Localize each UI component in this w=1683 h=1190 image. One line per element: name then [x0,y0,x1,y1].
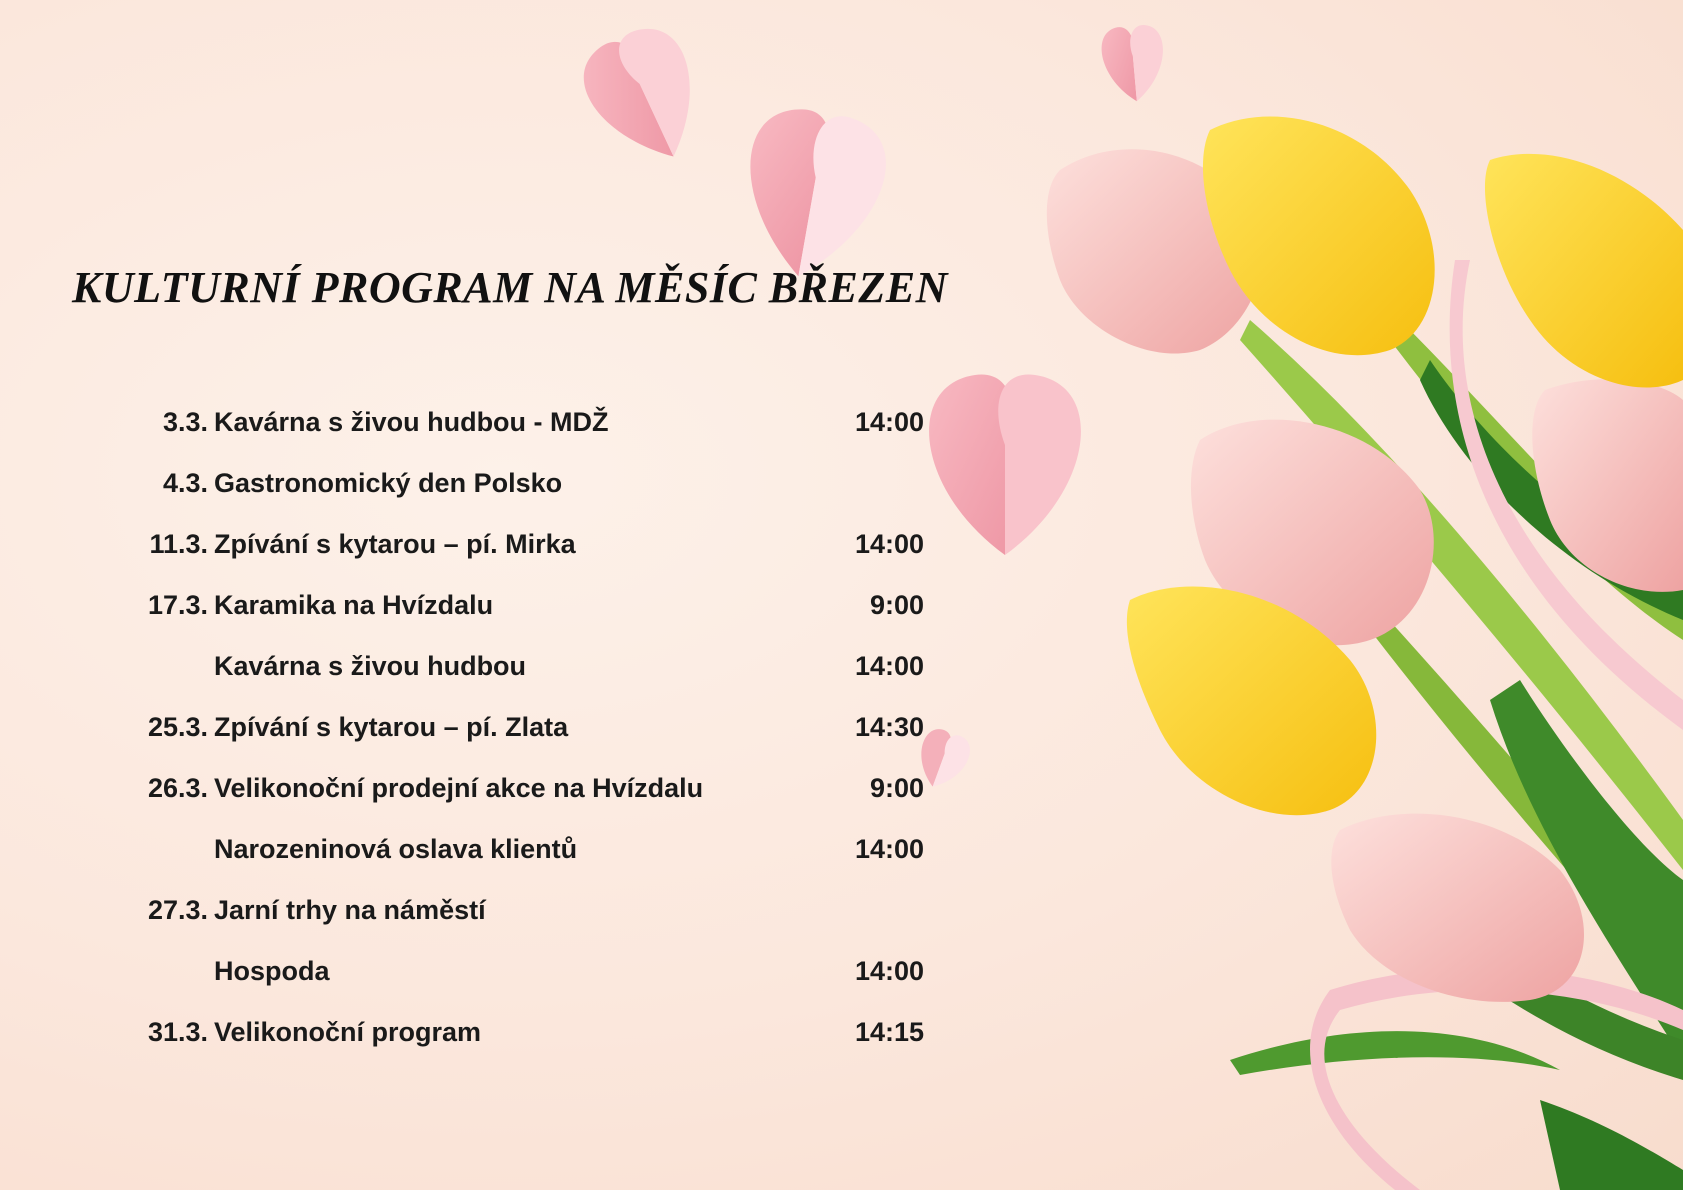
schedule-time: 9:00 [869,773,924,803]
schedule-time: 14:00 [854,956,924,986]
schedule-row [0,406,960,467]
schedule-event: Zpívání s kytarou – pí. Zlata [214,712,569,742]
schedule-time: 14:15 [854,1017,924,1047]
schedule-date: 4.3. [162,468,208,498]
schedule-date: 25.3. [147,712,208,742]
schedule-time: 14:00 [854,407,924,437]
schedule-event: Kavárna s živou hudbou [214,651,527,681]
schedule-event: Gastronomický den Polsko [214,468,563,498]
schedule-row [0,955,960,1016]
schedule-event: Jarní trhy na náměstí [214,895,486,925]
schedule-list [0,406,960,1077]
paper-heart-icon [1100,23,1168,103]
schedule-time: 14:00 [854,529,924,559]
schedule-event: Hospoda [214,956,330,986]
schedule-event: Narozeninová oslava klientů [214,834,578,864]
paper-heart-icon [732,102,894,288]
schedule-date: 11.3. [149,529,208,559]
schedule-time: 9:00 [869,590,924,620]
schedule-event: Velikonoční prodejní akce na Hvízdalu [214,773,704,803]
paper-heart-icon [571,16,720,178]
schedule-row [0,467,960,528]
schedule-row [0,1016,960,1077]
tulip-bouquet-icon [1047,117,1683,1190]
schedule-row [0,772,960,833]
schedule-date: 3.3. [162,407,208,437]
schedule-date: 17.3. [147,590,208,620]
schedule-date: 31.3. [147,1017,208,1047]
schedule-date: 27.3. [147,895,208,925]
schedule-row [0,528,960,589]
schedule-row [0,650,960,711]
schedule-date: 26.3. [147,773,208,803]
schedule-row [0,589,960,650]
page-title: KULTURNÍ PROGRAM NA MĚSÍC BŘEZEN [72,263,948,312]
schedule-event: Zpívání s kytarou – pí. Mirka [214,529,576,559]
schedule-row [0,833,960,894]
schedule-event: Velikonoční program [214,1017,482,1047]
schedule-row [0,894,960,955]
schedule-time: 14:00 [854,651,924,681]
schedule-event: Kavárna s živou hudbou - MDŽ [214,407,609,437]
schedule-event: Karamika na Hvízdalu [214,590,494,620]
schedule-time: 14:00 [854,834,924,864]
schedule-row [0,711,960,772]
schedule-time: 14:30 [854,712,924,742]
